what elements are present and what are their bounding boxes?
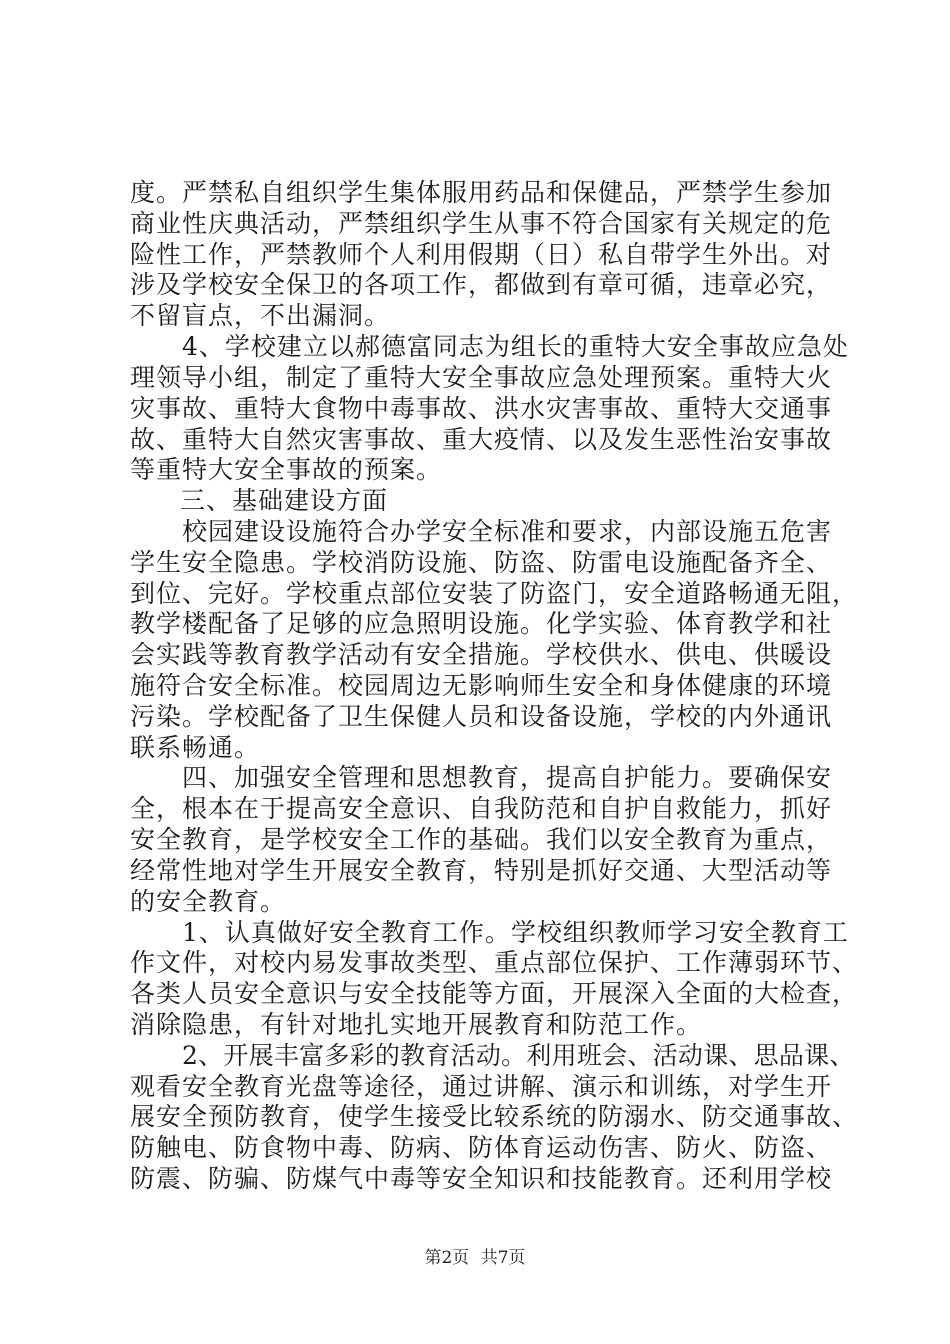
body-line: 安全教育，是学校安全工作的基础。我们以安全教育为重点， xyxy=(130,825,833,854)
body-line: 教学楼配备了足够的应急照明设施。化学实验、体育教学和社 xyxy=(130,609,833,638)
body-line: 到位、完好。学校重点部位安装了防盗门，安全道路畅通无阻， xyxy=(130,579,859,608)
body-line: 不留盲点，不出漏洞。 xyxy=(130,301,391,330)
body-line: 理领导小组，制定了重特大安全事故应急处理预案。重特大火 xyxy=(130,363,833,392)
body-line: 污染。学校配备了卫生保健人员和设备设施，学校的内外通讯 xyxy=(130,702,833,731)
body-line: 学生安全隐患。学校消防设施、防盗、防雷电设施配备齐全、 xyxy=(130,548,833,577)
page-number: 第2页 xyxy=(424,1248,470,1268)
body-line: 故、重特大自然灾害事故、重大疫情、以及发生恶性治安事故 xyxy=(130,425,833,454)
body-line: 经常性地对学生开展安全教育，特别是抓好交通、大型活动等 xyxy=(130,856,833,885)
body-line: 观看安全教育光盘等途径，通过讲解、演示和训练，对学生开 xyxy=(130,1072,833,1101)
body-line: 会实践等教育教学活动有安全措施。学校供水、供电、供暖设 xyxy=(130,640,833,669)
body-line: 防震、防骗、防煤气中毒等安全知识和技能教育。还利用学校 xyxy=(130,1164,833,1193)
body-line: 等重特大安全事故的预案。 xyxy=(130,455,443,484)
body-line: 防触电、防食物中毒、防病、防体育运动伤害、防火、防盗、 xyxy=(130,1133,833,1162)
body-line: 灾事故、重特大食物中毒事故、洪水灾害事故、重特大交通事 xyxy=(130,394,833,423)
body-line: 展安全预防教育，使学生接受比较系统的防溺水、防交通事故、 xyxy=(130,1102,859,1131)
section-heading: 三、基础建设方面 xyxy=(180,486,389,515)
body-line: 作文件，对校内易发事故类型、重点部位保护、工作薄弱环节、 xyxy=(130,948,859,977)
body-line: 联系畅通。 xyxy=(130,733,261,762)
body-line: 消除隐患，有针对地扎实地开展教育和防范工作。 xyxy=(130,1010,703,1039)
page-total: 共7页 xyxy=(480,1248,526,1268)
body-line: 商业性庆典活动，严禁组织学生从事不符合国家有关规定的危 xyxy=(130,209,833,238)
paragraph-start-line: 校园建设设施符合办学安全标准和要求，内部设施五危害 xyxy=(182,517,833,546)
body-line: 施符合安全标准。校园周边无影响师生安全和身体健康的环境 xyxy=(130,671,833,700)
paragraph-start-line: 1、认真做好安全教育工作。学校组织教师学习安全教育工 xyxy=(182,918,849,947)
paragraph-start-line: 四、加强安全管理和思想教育，提高自护能力。要确保安 xyxy=(182,763,833,792)
paragraph-start-line: 4、学校建立以郝德富同志为组长的重特大安全事故应急处 xyxy=(182,332,849,361)
body-line: 险性工作，严禁教师个人利用假期（日）私自带学生外出。对 xyxy=(130,240,833,269)
body-line: 全，根本在于提高安全意识、自我防范和自护自救能力，抓好 xyxy=(130,794,833,823)
body-line: 度。严禁私自组织学生集体服用药品和保健品，严禁学生参加 xyxy=(130,178,833,207)
paragraph-start-line: 2、开展丰富多彩的教育活动。利用班会、活动课、思品课、 xyxy=(182,1041,855,1070)
body-line: 的安全教育。 xyxy=(130,887,287,916)
body-line: 涉及学校安全保卫的各项工作，都做到有章可循，违章必究， xyxy=(130,270,833,299)
body-line: 各类人员安全意识与安全技能等方面，开展深入全面的大检查， xyxy=(130,979,859,1008)
page-footer xyxy=(0,1243,950,1268)
